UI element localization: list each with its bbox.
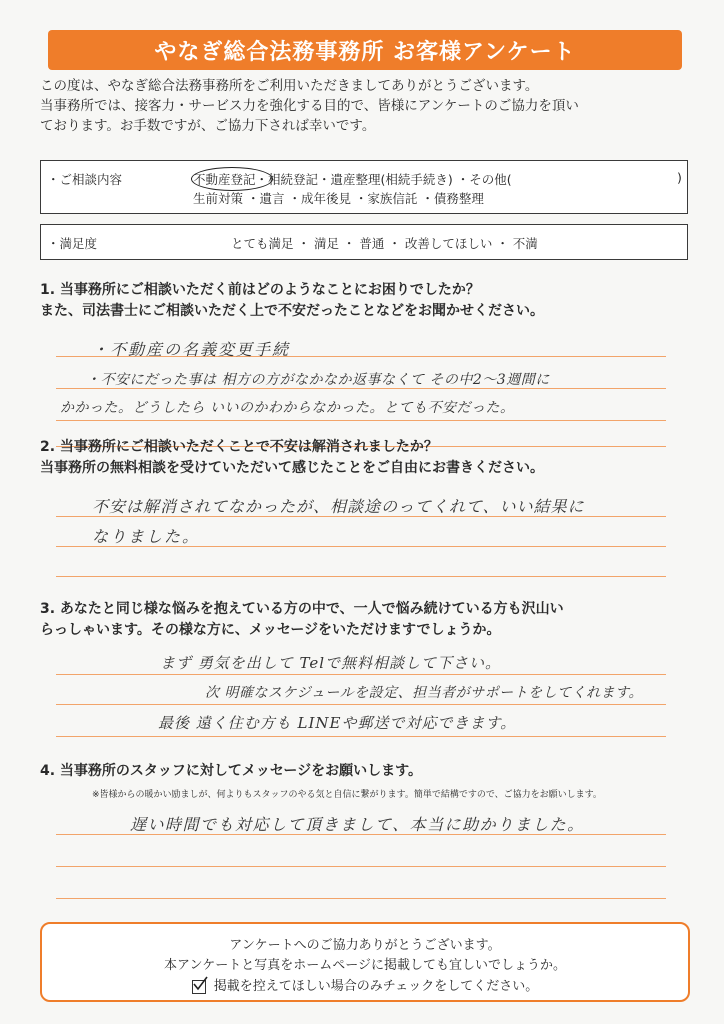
answer-2-line: なりました。 <box>92 527 201 546</box>
form-title: やなぎ総合法務事務所 お客様アンケート <box>48 30 682 70</box>
question-1 <box>40 280 700 322</box>
question-line: 2. 当事務所にご相談いただくことで不安は解消されましたか？ <box>40 439 438 455</box>
footer-check-row <box>42 975 688 994</box>
answer-2-line: 不安は解消されてなかったが、相談途のってくれて、いい結果に <box>92 497 585 516</box>
footer-box <box>40 922 690 1002</box>
footer-publish-question: 本アンケートと写真をホームページに掲載しても宜しいでしょうか。 <box>164 958 566 973</box>
answer-1-line: ・不安にだった事は 相方の方がなかなか返事なくて その中2～3週間に <box>86 372 550 388</box>
question-2 <box>40 437 700 479</box>
question-line: 4. 当事務所のスタッフに対してメッセージをお願いします。 <box>40 763 422 779</box>
intro-line: ております。お手数ですが、ご協力下されば幸いです。 <box>40 118 376 134</box>
consultation-options-row1: 不動産登記・相続登記・遺産整理(相続手続き) ・その他( <box>193 172 512 187</box>
publish-optout-checkbox[interactable] <box>192 980 206 994</box>
footer-check-label: 掲載を控えてほしい場合のみチェックをしてください。 <box>213 979 539 994</box>
consultation-label: ・ご相談内容 <box>47 172 123 187</box>
check-mark-icon <box>191 975 209 993</box>
question-4-note: ※皆様からの暖かい励ましが、何よりもスタッフのやる気と自信に繋がります。簡単で結構ですので、ご協力をお願いします。 <box>92 790 602 800</box>
intro-text <box>40 76 690 136</box>
intro-line: 当事務所では、接客力・サービス力を強化する目的で、皆様にアンケートのご協力を頂い <box>40 98 579 114</box>
intro-line: この度は、やなぎ総合法務事務所をご利用いただきましてありがとうございます。 <box>40 78 539 94</box>
satisfaction-options: とても満足 ・ 満足 ・ 普通 ・ 改善してほしい ・ 不満 <box>231 236 538 251</box>
answer-1-line: ・不動産の名義変更手続 <box>92 340 291 359</box>
question-line: らっしゃいます。その様な方に、メッセージをいただけますでしょうか。 <box>40 622 501 638</box>
question-3 <box>40 599 700 641</box>
question-line: 当事務所の無料相談を受けていただいて感じたことをご自由にお書きください。 <box>40 460 544 476</box>
answer-3-line: まず 勇気を出して Telで無料相談して下さい。 <box>160 654 502 672</box>
answer-4-line: 遅い時間でも対応して頂きまして、本当に助かりました。 <box>130 815 585 834</box>
satisfaction-box <box>40 224 688 260</box>
question-line: 3. あなたと同じ様な悩みを抱えている方の中で、一人で悩み続けている方も沢山い <box>40 601 564 617</box>
answer-1-line: かかった。どうしたら いいのかわからなかった。とても不安だった。 <box>60 400 515 416</box>
question-line: また、司法書士にご相談いただく上で不安だったことなどをお聞かせください。 <box>40 303 544 319</box>
question-4 <box>40 761 700 782</box>
question-line: 1. 当事務所にご相談いただく前はどのようなことにお困りでしたか？ <box>40 282 480 298</box>
satisfaction-label: ・満足度 <box>47 236 98 251</box>
consultation-box <box>40 160 688 214</box>
footer-thanks: アンケートへのご協力ありがとうございます。 <box>229 938 501 953</box>
answer-3-line: 最後 遠く住む方も LINEや郵送で対応できます。 <box>158 714 517 732</box>
answer-3-line: 次 明確なスケジュールを設定、担当者がサポートをしてくれます。 <box>205 685 643 701</box>
consultation-options-row1-end: ) <box>677 170 682 185</box>
consultation-options-row2: 生前対策 ・遺言 ・成年後見 ・家族信託 ・債務整理 <box>193 191 484 206</box>
